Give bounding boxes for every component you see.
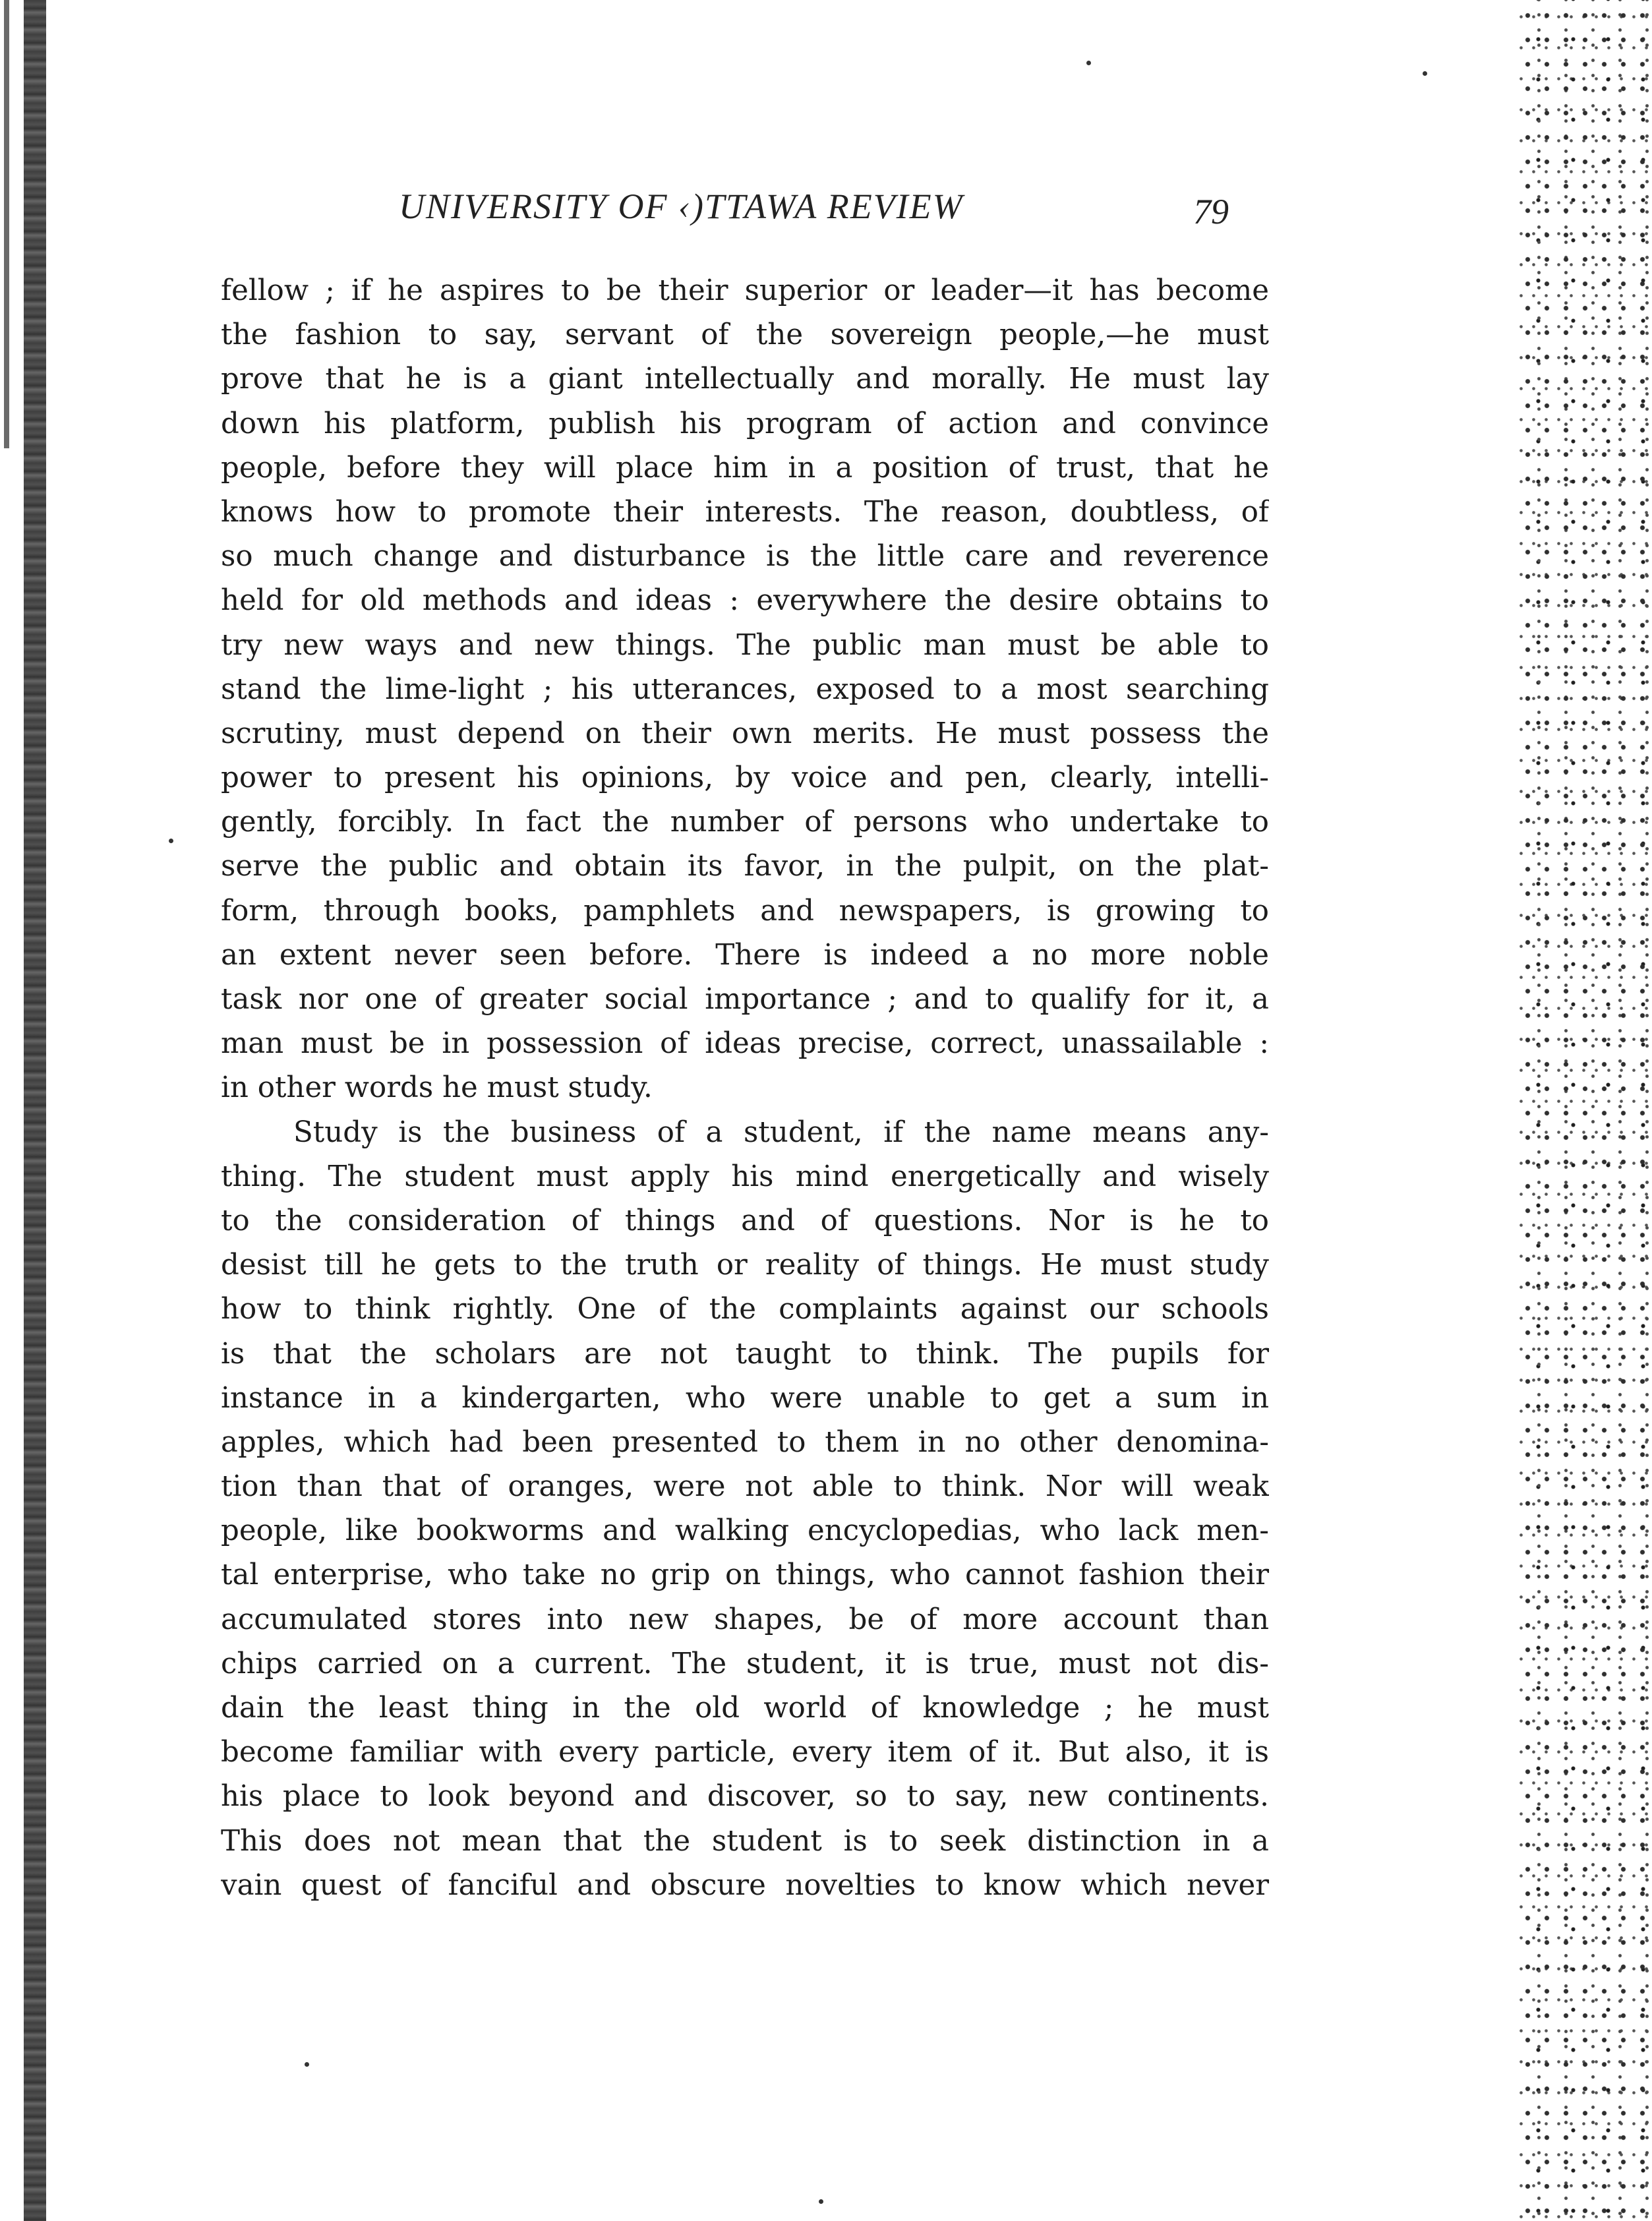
- text-line: form, through books, pamphlets and newspapers, is growing to: [221, 894, 1269, 928]
- page-number: 79: [1193, 192, 1229, 231]
- binding-edge-shadow: [4, 0, 9, 448]
- stray-ink-mark: [305, 2062, 309, 2067]
- running-title: UNIVERSITY OF ‹)TTAWA REVIEW: [399, 187, 964, 226]
- text-line: vain quest of fanciful and obscure novelties to know which never: [221, 1868, 1269, 1902]
- text-line: so much change and disturbance is the little care and reverence: [221, 540, 1269, 574]
- text-line: to the consideration of things and of questions. Nor is he to: [221, 1204, 1269, 1237]
- text-line: people, like bookworms and walking encyclopedias, who lack men-: [221, 1514, 1269, 1548]
- text-line: thing. The student must apply his mind energetically and wisely: [221, 1160, 1269, 1193]
- text-line: the fashion to say, servant of the sovereign people,—he must: [221, 318, 1269, 352]
- text-line: an extent never seen before. There is indeed a no more noble: [221, 938, 1269, 972]
- stray-ink-mark: [169, 839, 173, 843]
- text-line: serve the public and obtain its favor, in the pulpit, on the plat-: [221, 850, 1269, 883]
- stray-ink-mark: [819, 2199, 823, 2204]
- text-line: knows how to promote their interests. The reason, doubtless, of: [221, 495, 1269, 529]
- stray-ink-mark: [1423, 71, 1427, 76]
- text-line: This does not mean that the student is to seek distinction in a: [221, 1824, 1269, 1858]
- text-line: fellow ; if he aspires to be their superior or leader—it has become: [221, 274, 1269, 307]
- text-line: desist till he gets to the truth or reality of things. He must study: [221, 1249, 1269, 1282]
- text-line: stand the lime-light ; his utterances, exposed to a most searching: [221, 672, 1269, 706]
- text-line: how to think rightly. One of the complaints against our schools: [221, 1293, 1269, 1326]
- text-line: accumulated stores into new shapes, be of more account than: [221, 1603, 1269, 1636]
- text-line: apples, which had been presented to them in no other denomina-: [221, 1425, 1269, 1459]
- text-line: gently, forcibly. In fact the number of persons who undertake to: [221, 806, 1269, 839]
- text-line: power to present his opinions, by voice and pen, clearly, intelli-: [221, 761, 1269, 795]
- text-line: tal enterprise, who take no grip on things, who cannot fashion their: [221, 1558, 1269, 1592]
- body-text: [221, 269, 1269, 1908]
- text-line: chips carried on a current. The student, it is true, must not dis-: [221, 1647, 1269, 1680]
- text-line: tion than that of oranges, were not able to think. Nor will weak: [221, 1470, 1269, 1504]
- page-header: [218, 177, 1305, 249]
- speckled-page-edge: [1516, 0, 1652, 2221]
- binding-edge: [24, 0, 46, 2221]
- text-line: task nor one of greater social importance ; and to qualify for it, a: [221, 983, 1269, 1016]
- paragraph-2: [221, 1111, 1269, 1908]
- text-line: instance in a kindergarten, who were unable to get a sum in: [221, 1381, 1269, 1415]
- text-line: prove that he is a giant intellectually and morally. He must lay: [221, 363, 1269, 396]
- text-line: in other words he must study.: [221, 1071, 653, 1105]
- stray-ink-mark: [1086, 61, 1091, 65]
- text-line: become familiar with every particle, every item of it. But also, it is: [221, 1736, 1269, 1769]
- text-line: try new ways and new things. The public man must be able to: [221, 628, 1269, 662]
- text-line: down his platform, publish his program of action and convince: [221, 407, 1269, 440]
- text-line: people, before they will place him in a position of trust, that he: [221, 451, 1269, 485]
- paragraph-1: [221, 269, 1269, 1111]
- text-line: held for old methods and ideas : everywhere the desire obtains to: [221, 584, 1269, 618]
- text-line: Study is the business of a student, if the name means any-: [293, 1115, 1269, 1149]
- text-line: scrutiny, must depend on their own merits. He must possess the: [221, 717, 1269, 750]
- text-line: is that the scholars are not taught to think. The pupils for: [221, 1337, 1269, 1371]
- text-line: his place to look beyond and discover, so to say, new continents.: [221, 1780, 1269, 1814]
- text-line: dain the least thing in the old world of knowledge ; he must: [221, 1692, 1269, 1725]
- text-line: man must be in possession of ideas precise, correct, unassailable :: [221, 1027, 1269, 1061]
